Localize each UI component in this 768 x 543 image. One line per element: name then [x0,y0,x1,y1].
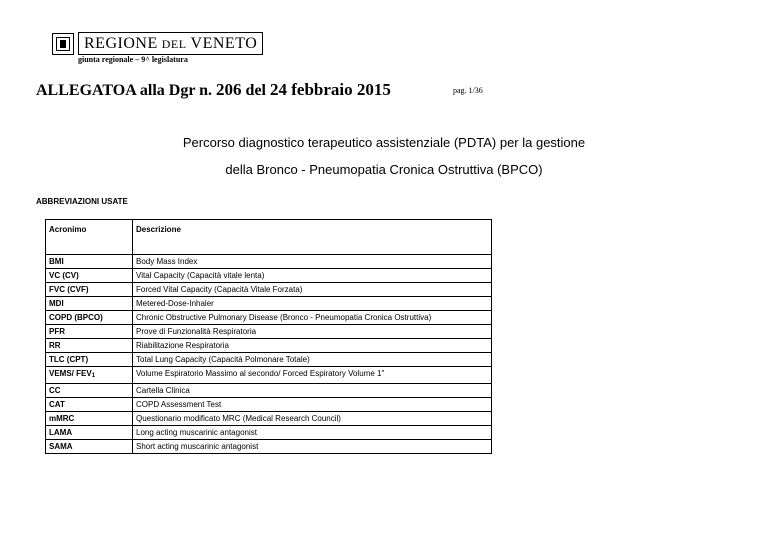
acronym-cell [46,339,133,353]
table-row [46,297,492,311]
table-row [46,255,492,269]
allegato-del: del [245,82,266,99]
acronym-subscript: 1 [91,373,96,379]
table-row [46,269,492,283]
brand-place: VENETO [190,35,258,52]
acronym-cell [46,311,133,325]
allegato-line [36,80,391,100]
dgr-date: 24 febbraio 2015 [270,80,391,99]
brand-del: DEL [161,36,187,51]
description-cell: Total Lung Capacity (Capacità Polmonare Totale) [133,353,492,367]
acronym-text: mMRC [49,414,75,423]
regional-crest-icon [52,33,74,55]
region-logo [52,32,263,55]
acronym-text: MDI [49,299,64,308]
abbreviations-table [45,219,492,454]
table-row [46,398,492,412]
acronym-text: VC (CV) [49,271,79,280]
document-title-line1: Percorso diagnostico terapeutico assistenziale (PDTA) per la gestione [182,135,586,150]
description-cell: Long acting muscarinic antagonist [133,426,492,440]
acronym-text: TLC (CPT) [49,355,89,364]
table-row [46,325,492,339]
table-row [46,311,492,325]
description-cell: Cartella Clinica [133,384,492,398]
acronym-cell [46,353,133,367]
acronym-text: CC [49,386,61,395]
document-title-line2: della Bronco - Pneumopatia Cronica Ostruttiva (BPCO) [225,162,543,177]
acronym-text: PFR [49,327,65,336]
acronym-text: SAMA [49,442,73,451]
acronym-text: CAT [49,400,65,409]
table-row [46,283,492,297]
description-cell: Prove di Funzionalità Respiratoria [133,325,492,339]
table-row [46,426,492,440]
description-cell: Body Mass Index [133,255,492,269]
column-header-acronym: Acronimo [46,220,133,255]
acronym-text: VEMS/ FEV [49,369,92,378]
brand-main: REGIONE [84,35,158,52]
acronym-cell [46,412,133,426]
description-cell: Chronic Obstructive Pulmonary Disease (Bronco - Pneumopatia Cronica Ostruttiva) [133,311,492,325]
acronym-cell [46,269,133,283]
description-cell: Volume Espiratorio Massimo al secondo/ Forced Espiratory Volume 1" [133,367,492,384]
table-row [46,339,492,353]
table-row [46,412,492,426]
table-row [46,353,492,367]
table-row [46,367,492,384]
acronym-cell [46,255,133,269]
acronym-text: BMI [49,257,64,266]
acronym-cell [46,325,133,339]
description-cell: Forced Vital Capacity (Capacità Vitale Forzata) [133,283,492,297]
acronym-cell [46,426,133,440]
table-row [46,384,492,398]
legislature-subtitle: giunta regionale – 9^ legislatura [78,55,188,64]
description-cell: Metered-Dose-Inhaler [133,297,492,311]
allegato-prefix: ALLEGATOA alla Dgr n. [36,82,213,99]
acronym-cell [46,384,133,398]
description-cell: COPD Assessment Test [133,398,492,412]
acronym-text: FVC (CVF) [49,285,89,294]
column-header-description: Descrizione [133,220,492,255]
abbreviations-heading: ABBREVIAZIONI USATE [36,197,128,206]
acronym-text: RR [49,341,61,350]
acronym-cell [46,440,133,454]
page-number: pag. 1/36 [453,86,483,95]
acronym-cell [46,398,133,412]
acronym-cell [46,367,133,384]
acronym-cell [46,297,133,311]
dgr-number: 206 [216,80,242,99]
acronym-text: LAMA [49,428,73,437]
description-cell: Vital Capacity (Capacità vitale lenta) [133,269,492,283]
description-cell: Questionario modificato MRC (Medical Research Council) [133,412,492,426]
table-row [46,440,492,454]
acronym-cell [46,283,133,297]
description-cell: Riabilitazione Respiratoria [133,339,492,353]
table-header-row [46,220,492,255]
description-cell: Short acting muscarinic antagonist [133,440,492,454]
acronym-text: COPD (BPCO) [49,313,103,322]
brand-box [78,32,263,55]
